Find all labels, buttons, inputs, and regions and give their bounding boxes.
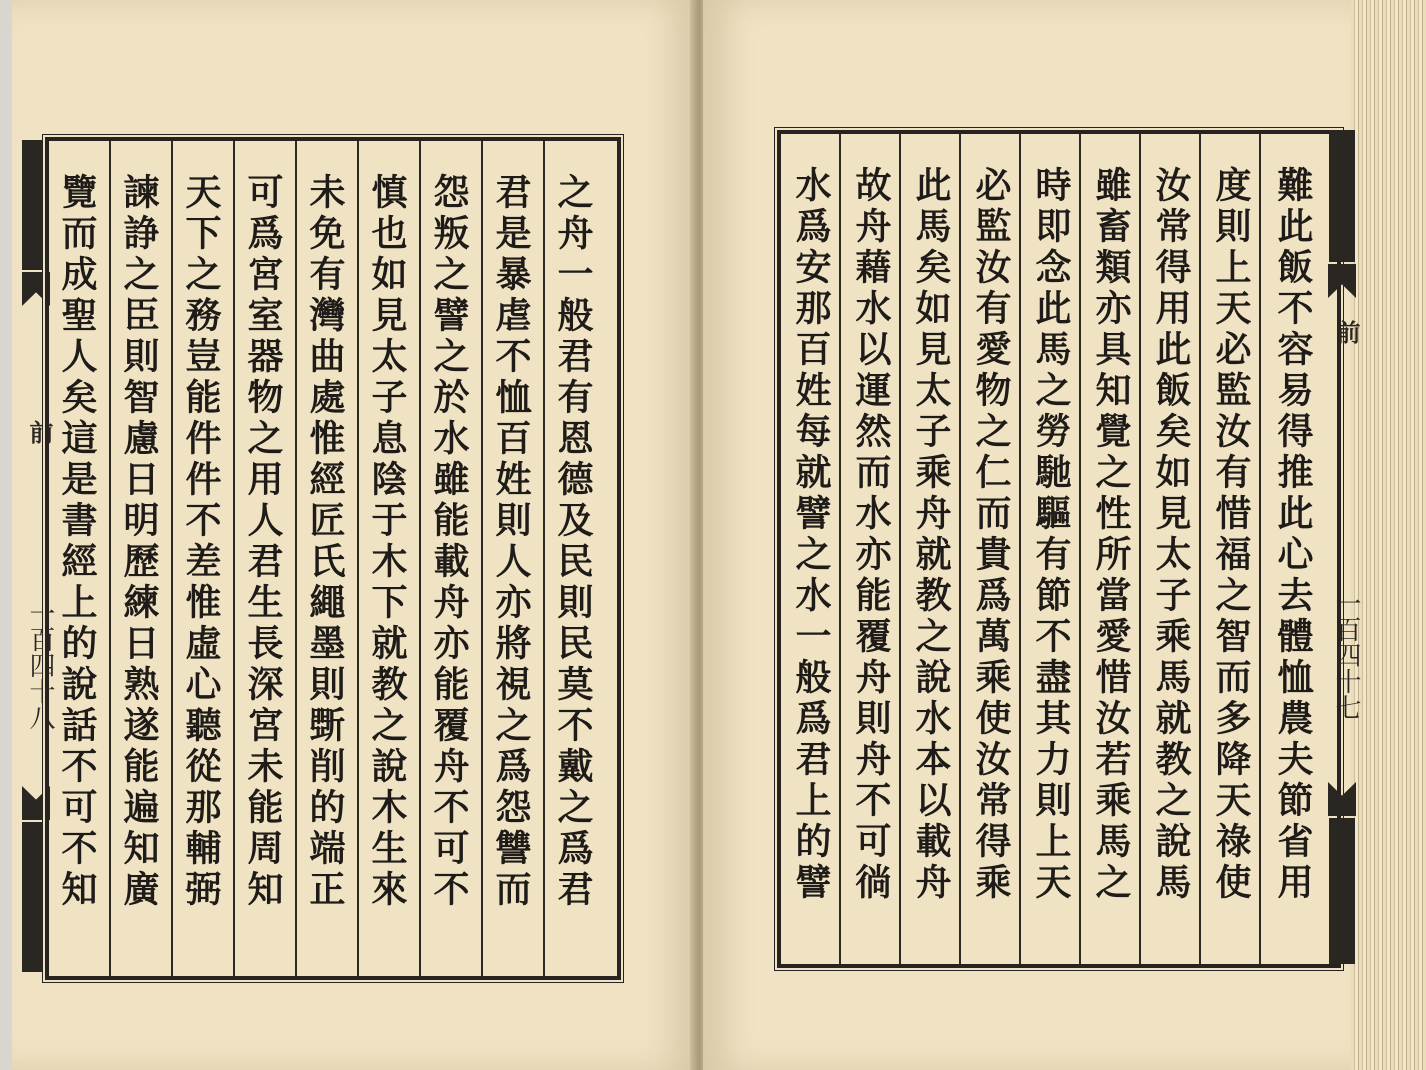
right-column-4: 雖畜類亦具知覺之性所當愛惜汝若乘馬之 [1090, 166, 1132, 904]
right-column-7: 此馬矣如見太子乘舟就教之說水本以載舟 [910, 166, 952, 904]
right-margin-block-top [1329, 130, 1355, 262]
right-column-9: 水爲安那百姓每就譬之水一般爲君上的譬 [790, 166, 832, 904]
right-heading: 前 [1332, 320, 1361, 344]
right-column-2: 度則上天必監汝有惜福之智而多降天祿使 [1210, 166, 1252, 904]
left-column-8: 諫諍之臣則智慮日明歷練日熟遂能遍知廣 [118, 173, 160, 911]
left-column-1: 之舟一般君有恩德及民則民莫不戴之爲君 [552, 173, 594, 911]
left-column-3: 怨叛之譬之於水雖能載舟亦能覆舟不可不 [428, 173, 470, 911]
right-margin-block-bottom [1329, 818, 1355, 964]
left-text-frame [45, 137, 621, 980]
right-column-8: 故舟藉水以運然而水亦能覆舟則舟不可徜 [850, 166, 892, 904]
right-column-6: 必監汝有愛物之仁而貴爲萬乘使汝常得乘 [970, 166, 1012, 904]
right-text-frame [777, 130, 1341, 968]
left-column-9: 覽而成聖人矣這是書經上的說話不可不知 [56, 173, 98, 911]
left-column-5: 未免有灣曲處惟經匠氏繩墨則斲削的端正 [304, 173, 346, 911]
left-column-2: 君是暴虐不恤百姓則人亦將視之爲怨讐而 [490, 173, 532, 911]
left-heading: 前 [25, 420, 54, 444]
left-column-7: 天下之務豈能件件不差惟虛心聽從那輔弼 [180, 173, 222, 911]
left-column-4: 慎也如見太子息陰于木下就教之說木生來 [366, 173, 408, 911]
right-folio: 一百四十七 [1331, 590, 1361, 720]
page-edges [1351, 0, 1426, 1070]
left-folio: 一百四十八 [25, 600, 55, 730]
right-column-5: 時即念此馬之勞馳驅有節不盡其力則上天 [1030, 166, 1072, 904]
right-column-1: 難此飯不容易得推此心去體恤農夫節省用 [1272, 166, 1314, 904]
left-column-6: 可爲宮室器物之用人君生長深宮未能周知 [242, 173, 284, 911]
right-column-3: 汝常得用此飯矣如見太子乘馬就教之說馬 [1150, 166, 1192, 904]
